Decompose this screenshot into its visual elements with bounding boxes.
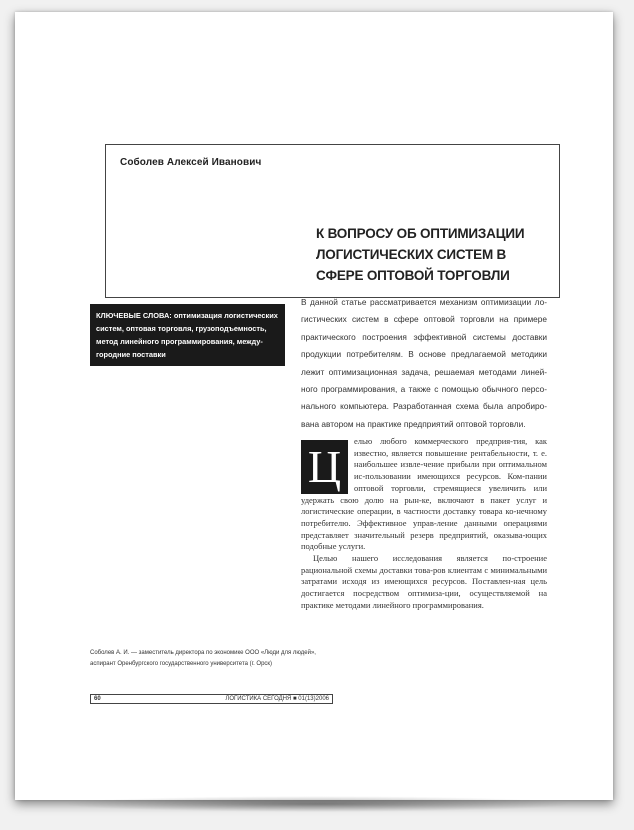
journal-issue: ЛОГИСТИКА СЕГОДНЯ ■ 01(13)2006 [225, 696, 329, 702]
drop-cap: Ц [301, 440, 348, 494]
page-shadow [60, 796, 574, 812]
abstract: В данной статье рассматривается механизм оптимизации ло-гистических систем в сфере оптовой торговли на примере практического построения эффективной системы доставки продукции потребителям. В основе предлагаемой методики лежит оптимизационная задача, решаемая методами линей-ного программирования, а также с помощью обычного персо-нального компьютера. Разработанная схема была апробиро-вана автором на практике предприятий оптовой торговли. [301, 297, 547, 429]
article-body [301, 436, 547, 612]
keywords-label: КЛЮЧЕВЫЕ СЛОВА: [96, 311, 172, 320]
page-number: 60 [94, 696, 101, 702]
page-footer [90, 694, 333, 704]
author-name: Соболев Алексей Иванович [120, 157, 262, 168]
keywords-text: оптимизация логистических систем, оптовая торговля, грузоподъемность, метод линейного программирования, между-городние поставки [96, 311, 278, 359]
body-paragraph-1: елью любого коммерческого предприя-тия, как известно, является повышение рентабельности, т. е. наибольшее извле-чение прибыли при оптимальном ис-пользовании имеющихся ресурсов. Ком-пании оптовой торговли, стремящиеся увеличить или удержать свою долю на рын-ке, включают в пакет услуг и логистические операции, в частности доставку товара ко-нечному потребителю. Эффективное управ-ление данными операциями представляет значительный резерв предприятий, оказыва-ющих подобные услуги. [301, 436, 547, 552]
article-title: К ВОПРОСУ ОБ ОПТИМИЗАЦИИ ЛОГИСТИЧЕСКИХ СИСТЕМ В СФЕРЕ ОПТОВОЙ ТОРГОВЛИ [316, 226, 525, 283]
article-header [105, 144, 560, 298]
author-note: Соболев А. И. — заместитель директора по экономике ООО «Люди для людей», аспирант Оренбургского государственного университета (г. Орск) [90, 650, 316, 667]
body-paragraph-2: Целью нашего исследования является по-строение рациональной схемы доставки това-ров клиентам с минимальными затратами исходя из имеющихся ресурсов. Поставлен-ная цель достигается посредством оптимиза-ции, осуществляемой на практике методами линейного программирования. [301, 553, 547, 610]
keywords-box [90, 304, 285, 366]
